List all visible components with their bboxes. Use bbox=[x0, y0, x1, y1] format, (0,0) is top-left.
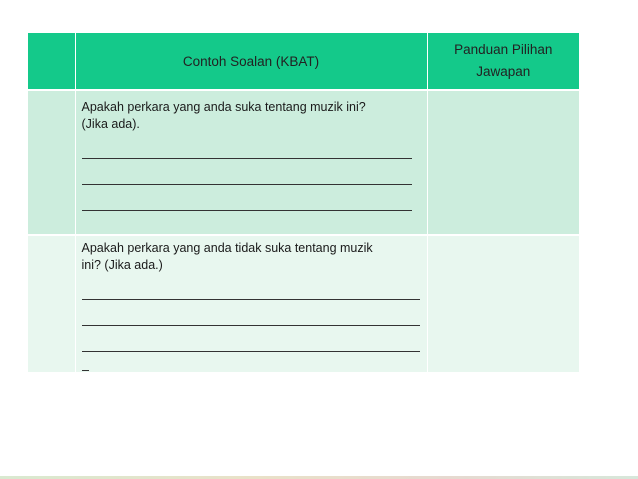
answer-blank-line bbox=[82, 140, 412, 159]
table-row bbox=[28, 90, 579, 235]
guide-cell bbox=[427, 90, 579, 235]
header-question-label: Contoh Soalan (KBAT) bbox=[182, 53, 320, 69]
header-question-cell bbox=[75, 33, 427, 90]
answer-blank-line bbox=[82, 192, 412, 211]
answer-blank-line bbox=[82, 166, 412, 185]
question-cell bbox=[75, 235, 427, 372]
answer-blank-tail bbox=[82, 356, 89, 371]
header-guide-cell bbox=[427, 33, 579, 90]
question-text: Apakah perkara yang anda tidak suka tentang muzik ini? (Jika ada.) bbox=[81, 241, 373, 272]
row-empty-cell bbox=[28, 235, 75, 372]
header-guide-line1: Panduan Pilihan bbox=[454, 42, 553, 57]
kbat-table bbox=[28, 33, 579, 372]
answer-blank-line bbox=[82, 333, 420, 352]
header-guide-line2: Jawapan bbox=[476, 64, 531, 79]
guide-cell bbox=[427, 235, 579, 372]
answer-blank-line bbox=[82, 281, 420, 300]
table-row bbox=[28, 235, 579, 372]
row-empty-cell bbox=[28, 90, 75, 235]
answer-blank-line bbox=[82, 307, 420, 326]
question-cell bbox=[75, 90, 427, 235]
table-header-row bbox=[28, 33, 579, 90]
question-text: Apakah perkara yang anda suka tentang muzik ini? (Jika ada). bbox=[81, 100, 366, 131]
header-empty-cell bbox=[28, 33, 75, 90]
